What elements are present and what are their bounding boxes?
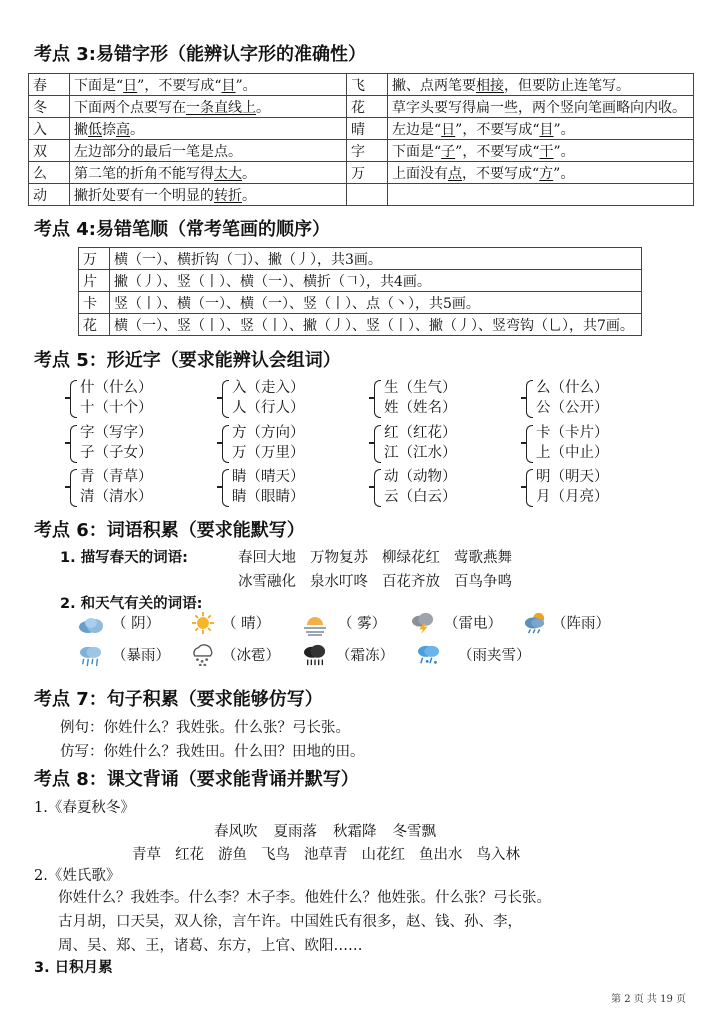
similar-char-pair	[232, 423, 305, 463]
word: 红花	[175, 847, 204, 863]
stroke-sequence: 撇（丿）、竖（丨）、横（一）、横折（𠃍），共4画。	[110, 270, 642, 292]
note-text: 撇、点两笔要	[392, 77, 476, 94]
word: 池草青	[304, 847, 348, 863]
poem-1-line-2	[132, 843, 520, 864]
similar-char-word: 子（子女）	[80, 445, 153, 461]
similar-char-word: 姓（姓名）	[384, 400, 457, 416]
typo-table-row	[29, 162, 694, 184]
stroke-row	[79, 292, 642, 314]
stroke-order-table	[78, 247, 642, 336]
brace-icon	[222, 469, 229, 507]
poem-2-line-3: 周、吴、郑、王，诸葛、东方，上官、欧阳……	[58, 938, 363, 954]
note-text: ”，不要写成“	[455, 121, 540, 138]
note-text: 草字头要写得扁一些，两个竖向笔画略向内收。	[392, 99, 686, 116]
brace-icon	[374, 469, 381, 507]
typo-table-row	[29, 140, 694, 162]
underlined-text: 低	[88, 121, 102, 138]
word: 鸟入林	[476, 847, 520, 863]
weather-label-sleet: （雨夹雪）	[458, 648, 531, 664]
similar-char-word: 十（十个）	[80, 400, 153, 416]
similar-char-word: 红（红花）	[384, 425, 457, 441]
typo-note	[70, 118, 347, 140]
imitation-sentence: 仿写：你姓什么？我姓田。什么田？田地的田。	[60, 744, 365, 760]
similar-char-word: 动（动物）	[384, 469, 457, 485]
underlined-text: 日	[123, 77, 138, 94]
poem-2-line-2: 古月胡，口天吴，双人徐，言午许。中国姓氏有很多，赵、钱、孙、李，	[58, 914, 522, 930]
word: 百鸟争鸣	[454, 574, 512, 590]
word: 飞鸟	[261, 847, 290, 863]
weather-label-frost: （霜冻）	[336, 648, 394, 664]
section-4-title: 考点 4:易错笔顺（常考笔画的顺序）	[34, 219, 330, 240]
poem-1-title: 1.《春夏秋冬》	[34, 800, 135, 816]
note-text: ”，不要写成“	[455, 143, 540, 160]
underlined-text: 日	[441, 121, 456, 138]
weather-label-thunder: （雷电）	[444, 616, 502, 632]
similar-char-pair	[384, 467, 457, 507]
typo-table-row	[29, 118, 694, 140]
weather-label-fog: （ 雾）	[338, 616, 387, 632]
similar-char-word: 字（写字）	[80, 425, 153, 441]
note-text: ”。	[553, 165, 575, 182]
word: 游鱼	[218, 847, 247, 863]
underlined-text: 点	[448, 165, 462, 182]
similar-char-word: 方（方向）	[232, 425, 305, 441]
brace-icon	[70, 469, 77, 507]
note-text: ，不要写成“	[462, 165, 540, 182]
underlined-text: 相接	[476, 77, 504, 94]
typo-char: 飞	[347, 74, 388, 96]
similar-char-word: 青（青草）	[80, 469, 153, 485]
typo-note	[388, 184, 694, 206]
typo-char: 花	[347, 96, 388, 118]
similar-char-pair	[536, 378, 609, 418]
shower-icon	[522, 612, 548, 634]
note-text: ”。	[235, 77, 257, 94]
similar-char-pair	[80, 378, 153, 418]
spring-words-heading: 1. 描写春天的词语:	[60, 550, 188, 566]
note-text: 左边是“	[392, 121, 442, 138]
fog-icon	[302, 614, 328, 636]
underlined-text: 干	[539, 143, 554, 160]
similar-char-pair	[536, 467, 609, 507]
note-text: 下面是“	[392, 143, 442, 160]
section-7-title: 考点 7：句子积累（要求能够仿写）	[34, 689, 323, 710]
typo-char: 么	[29, 162, 70, 184]
note-text: 撇折处要有一个明显的	[74, 187, 214, 204]
note-text: ”。	[553, 143, 575, 160]
section-8-item-3: 3. 日积月累	[34, 960, 113, 976]
note-text: 撇	[74, 121, 88, 138]
word: 百花齐放	[382, 574, 440, 590]
note-text: 。	[242, 165, 256, 182]
weather-label-sunny: （ 晴）	[222, 616, 271, 632]
weather-label-hail: （冰雹）	[222, 648, 280, 664]
brace-icon	[70, 380, 77, 418]
similar-char-word: 人（行人）	[232, 400, 305, 416]
weather-label-shower: （阵雨）	[552, 616, 610, 632]
similar-char-pair	[384, 423, 457, 463]
stroke-sequence: 竖（丨）、横（一）、横（一）、竖（丨）、点（丶），共5画。	[110, 292, 642, 314]
brace-icon	[70, 425, 77, 463]
similar-char-word: 睛（晴天）	[232, 469, 305, 485]
similar-char-pair	[80, 423, 153, 463]
note-text: 左边部分的最后一笔是点。	[74, 143, 242, 160]
frost-icon	[302, 644, 328, 666]
typo-note	[70, 162, 347, 184]
typo-char	[347, 184, 388, 206]
similar-char-pair	[536, 423, 609, 463]
example-sentence: 例句：你姓什么？我姓张。什么张？弓长张。	[60, 720, 350, 736]
weather-words-heading: 2. 和天气有关的词语:	[60, 596, 203, 612]
word: 山花红	[361, 847, 405, 863]
cloudy-icon	[78, 614, 104, 636]
typo-note	[388, 118, 694, 140]
stroke-char: 卡	[79, 292, 110, 314]
similar-char-pair	[80, 467, 153, 507]
note-text: 下面是“	[74, 77, 124, 94]
stroke-char: 万	[79, 248, 110, 270]
word: 春回大地	[238, 550, 296, 566]
stroke-char: 花	[79, 314, 110, 336]
brace-icon	[222, 380, 229, 418]
underlined-text: 转折	[214, 187, 242, 204]
brace-icon	[526, 469, 533, 507]
typo-char: 入	[29, 118, 70, 140]
typo-table-row	[29, 74, 694, 96]
typo-char: 字	[347, 140, 388, 162]
note-text: 捺	[102, 121, 116, 138]
note-text: 。	[256, 99, 270, 116]
typo-table	[28, 73, 694, 206]
typo-char: 冬	[29, 96, 70, 118]
typo-note	[70, 184, 347, 206]
similar-char-word: 清（清水）	[80, 489, 153, 505]
thunderstorm-icon	[410, 612, 436, 634]
word: 冰雪融化	[238, 574, 296, 590]
poem-2-title: 2.《姓氏歌》	[34, 868, 121, 884]
note-text: ，但要防止连笔写。	[504, 77, 630, 94]
similar-char-word: 卡（卡片）	[536, 425, 609, 441]
word: 柳绿花红	[382, 550, 440, 566]
note-text: 下面两个点要写在	[74, 99, 186, 116]
word: 莺歌燕舞	[454, 550, 512, 566]
poem-1-line-1	[214, 820, 436, 841]
similar-char-word: 云（白云）	[384, 489, 457, 505]
typo-char: 动	[29, 184, 70, 206]
weather-label-overcast: （ 阴）	[112, 616, 161, 632]
similar-char-word: 生（生气）	[384, 380, 457, 396]
typo-note	[388, 96, 694, 118]
similar-char-word: 入（走入）	[232, 380, 305, 396]
weather-label-rainstorm: （暴雨）	[112, 648, 170, 664]
typo-note	[388, 140, 694, 162]
similar-char-word: 么（什么）	[536, 380, 609, 396]
note-text: ”，不要写成“	[137, 77, 222, 94]
section-3-title: 考点 3:易错字形（能辨认字形的准确性）	[34, 44, 366, 65]
sleet-icon	[416, 644, 442, 666]
similar-char-pair	[384, 378, 457, 418]
typo-char: 万	[347, 162, 388, 184]
underlined-text: 子	[441, 143, 456, 160]
word: 泉水叮咚	[310, 574, 368, 590]
word: 青草	[132, 847, 161, 863]
typo-table-row	[29, 96, 694, 118]
stroke-sequence: 横（一）、竖（丨）、竖（丨）、撇（丿）、竖（丨）、撇（丿）、竖弯钩（乚），共7画。	[110, 314, 642, 336]
typo-note	[70, 96, 347, 118]
word: 鱼出水	[419, 847, 463, 863]
similar-char-word: 江（江水）	[384, 445, 457, 461]
similar-char-word: 睛（眼睛）	[232, 489, 305, 505]
section-5-title: 考点 5：形近字（要求能辨认会组词）	[34, 350, 341, 371]
brace-icon	[222, 425, 229, 463]
brace-icon	[526, 425, 533, 463]
sun-icon	[190, 612, 216, 634]
similar-char-word: 万（万里）	[232, 445, 305, 461]
stroke-row	[79, 248, 642, 270]
word: 冬雪飘	[392, 824, 436, 840]
underlined-text: 目	[221, 77, 236, 94]
heavy-rain-icon	[78, 645, 104, 667]
brace-icon	[374, 380, 381, 418]
underlined-text: 太大	[214, 165, 242, 182]
stroke-char: 片	[79, 270, 110, 292]
similar-char-pair	[232, 378, 305, 418]
similar-char-word: 什（什么）	[80, 380, 153, 396]
brace-icon	[526, 380, 533, 418]
similar-char-word: 明（明天）	[536, 469, 609, 485]
typo-char: 晴	[347, 118, 388, 140]
poem-2-line-1: 你姓什么？我姓李。什么李？木子李。他姓什么？他姓张。什么张？弓长张。	[58, 890, 551, 906]
note-text: ”。	[553, 121, 575, 138]
underlined-text: 方	[539, 165, 554, 182]
underlined-text: 目	[539, 121, 554, 138]
similar-char-word: 公（公开）	[536, 400, 609, 416]
similar-char-word: 上（中止）	[536, 445, 609, 461]
section-8-title: 考点 8：课文背诵（要求能背诵并默写）	[34, 769, 359, 790]
note-text: 。	[242, 187, 256, 204]
stroke-row	[79, 314, 642, 336]
stroke-row	[79, 270, 642, 292]
section-6-title: 考点 6：词语积累（要求能默写）	[34, 520, 305, 541]
typo-note	[388, 74, 694, 96]
typo-char: 双	[29, 140, 70, 162]
underlined-text: 高	[116, 121, 130, 138]
stroke-sequence: 横（一）、横折钩（𠃌）、撇（丿），共3画。	[110, 248, 642, 270]
hail-icon	[190, 644, 216, 666]
typo-note	[70, 140, 347, 162]
word: 秋霜降	[333, 824, 377, 840]
spring-words-row-1	[238, 546, 512, 567]
similar-char-word: 月（月亮）	[536, 489, 609, 505]
page-number: 第 2 页 共 19 页	[611, 994, 686, 1005]
note-text: 。	[130, 121, 144, 138]
typo-char: 春	[29, 74, 70, 96]
similar-char-pair	[232, 467, 305, 507]
word: 夏雨落	[273, 824, 317, 840]
underlined-text: 一条直线上	[186, 99, 256, 116]
word: 万物复苏	[310, 550, 368, 566]
brace-icon	[374, 425, 381, 463]
typo-note	[388, 162, 694, 184]
typo-note	[70, 74, 347, 96]
note-text: 上面没有	[392, 165, 448, 182]
note-text: 第二笔的折角不能写得	[74, 165, 214, 182]
typo-table-row	[29, 184, 694, 206]
spring-words-row-2	[238, 570, 512, 591]
word: 春风吹	[214, 824, 258, 840]
